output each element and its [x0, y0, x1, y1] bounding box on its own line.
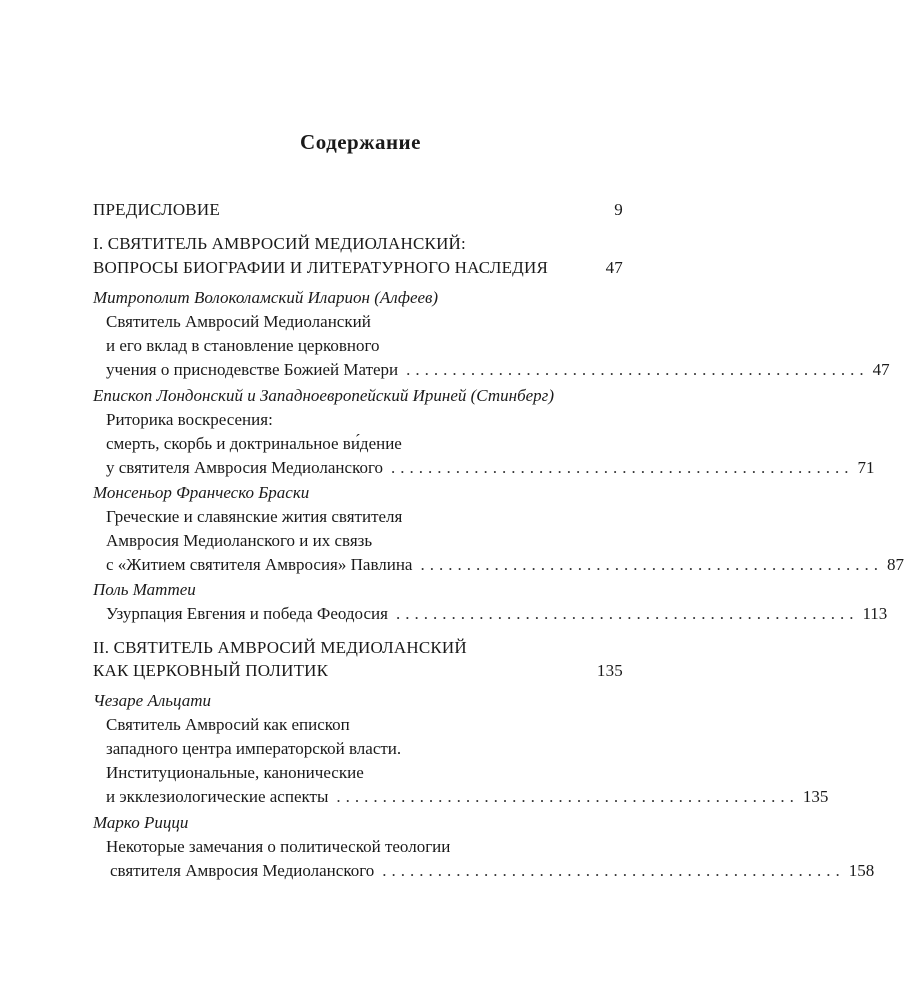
entry-author: Чезаре Альцати	[93, 691, 211, 710]
entry-title-line[interactable]: Амвросия Медиоланского и их связь	[106, 531, 373, 550]
section1-title-text: ВОПРОСЫ БИОГРАФИИ И ЛИТЕРАТУРНОГО НАСЛЕДИЯ	[93, 258, 548, 277]
entry-title-line[interactable]: Святитель Амвросий как епископ	[106, 715, 350, 734]
entry-page: 71	[857, 458, 875, 477]
entry-title-line: с «Житием святителя Амвросия» Павлина	[106, 555, 413, 574]
entry-page: 47	[872, 360, 890, 379]
dot-leader: ..................................................	[406, 360, 869, 379]
section2-title-line2[interactable]	[93, 658, 623, 684]
entry-title-line[interactable]: и его вклад в становление церковного	[106, 336, 380, 355]
entry-author: Монсеньор Франческо Браски	[93, 483, 310, 502]
entry-title-line[interactable]: смерть, скорбь и доктринальное ви́дение	[106, 434, 402, 453]
dot-leader: ..................................................	[391, 458, 854, 477]
entry-title-line: Узурпация Евгения и победа Феодосия	[106, 604, 388, 623]
dot-leader: ..................................................	[382, 861, 845, 880]
toc-preface[interactable]	[93, 197, 623, 223]
entry-title-line[interactable]: Греческие и славянские жития святителя	[106, 507, 403, 526]
section2-page: 135	[596, 661, 623, 680]
entry-title-line: у святителя Амвросия Медиоланского	[106, 458, 384, 477]
entry-title-line[interactable]: Риторика воскресения:	[106, 410, 273, 429]
entry-title-line[interactable]: Некоторые замечания о политической теологии	[106, 837, 451, 856]
toc-entry-row[interactable]	[106, 601, 888, 627]
toc-entry-row[interactable]	[106, 455, 875, 481]
entry-title-line[interactable]: Святитель Амвросий Медиоланский	[106, 312, 371, 331]
section1-title-line2[interactable]	[93, 255, 623, 281]
toc-entry-row[interactable]	[110, 858, 875, 884]
toc-entry-row[interactable]	[106, 357, 890, 383]
toc-entry-row[interactable]	[106, 552, 904, 578]
dot-leader: ..................................................	[395, 604, 859, 623]
entry-page: 135	[802, 787, 829, 806]
dot-leader: ..................................................	[336, 787, 799, 806]
section2-title-text: КАК ЦЕРКОВНЫЙ ПОЛИТИК	[93, 661, 329, 680]
section2-title-line1[interactable]: II. СВЯТИТЕЛЬ АМВРОСИЙ МЕДИОЛАНСКИЙ	[93, 638, 467, 657]
entry-title-line: и экклезиологические аспекты	[106, 787, 329, 806]
dot-leader: ..................................................	[420, 555, 883, 574]
entry-author: Марко Рицци	[93, 813, 189, 832]
entry-title-line: святителя Амвросия Медиоланского	[110, 861, 375, 880]
toc-entry-row[interactable]	[106, 784, 829, 810]
entry-page: 158	[848, 861, 875, 880]
entry-title-line[interactable]: Институциональные, канонические	[106, 763, 364, 782]
entry-author: Поль Маттеи	[93, 580, 196, 599]
entry-page: 87	[886, 555, 904, 574]
entry-page: 113	[862, 604, 888, 623]
preface-label: ПРЕДИСЛОВИЕ	[93, 200, 220, 219]
section1-page: 47	[605, 258, 623, 277]
entry-title-line: учения о приснодевстве Божией Матери	[106, 360, 399, 379]
entry-author: Епископ Лондонский и Западноевропейский Ириней (Стинберг)	[93, 386, 554, 405]
entry-title-line[interactable]: западного центра императорской власти.	[106, 739, 402, 758]
section1-title-line1[interactable]: I. СВЯТИТЕЛЬ АМВРОСИЙ МЕДИОЛАНСКИЙ:	[93, 234, 466, 253]
page-title: Содержание	[300, 130, 421, 154]
entry-author: Митрополит Волоколамский Иларион (Алфеев)	[93, 288, 439, 307]
preface-page: 9	[614, 200, 623, 219]
